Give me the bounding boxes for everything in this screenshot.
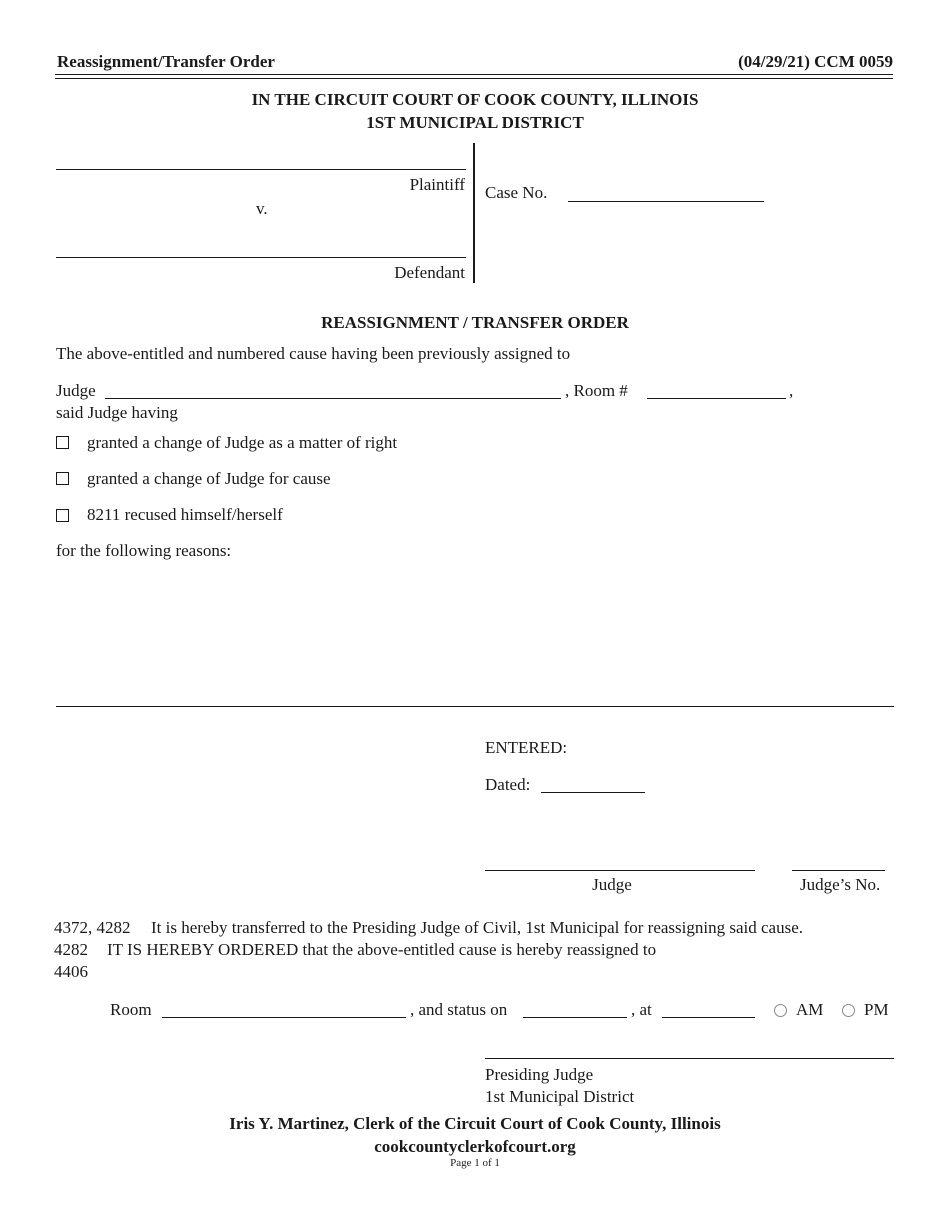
judge-name-line[interactable] [105, 398, 561, 399]
header-rule-top [55, 74, 893, 75]
status-time-line[interactable] [662, 1017, 755, 1018]
dated-line[interactable] [541, 792, 645, 793]
caption-divider [473, 143, 475, 283]
room-label: , Room # [565, 381, 628, 400]
order-title: REASSIGNMENT / TRANSFER ORDER [321, 313, 629, 332]
transfer-code-2: 4282 [54, 940, 88, 959]
am-radio[interactable] [774, 1004, 787, 1017]
room-comma: , [789, 381, 794, 400]
status-date-line[interactable] [523, 1017, 627, 1018]
option-label-right: granted a change of Judge as a matter of right [87, 433, 398, 452]
page-number: Page 1 of 1 [450, 1157, 500, 1169]
room-number-line[interactable] [647, 398, 786, 399]
order-intro: The above-entitled and numbered cause having been previously assigned to [56, 344, 571, 363]
clerk-website: cookcountyclerkofcourt.org [374, 1137, 576, 1156]
defendant-line[interactable] [56, 257, 466, 258]
form-code: (04/29/21) CCM 0059 [738, 52, 893, 71]
reasons-label: for the following reasons: [56, 541, 232, 560]
header-rule-bottom [55, 78, 893, 79]
reasons-line[interactable] [56, 706, 894, 707]
at-label: , at [631, 1000, 652, 1019]
judge-number-line[interactable] [792, 870, 885, 871]
pm-radio[interactable] [842, 1004, 855, 1017]
am-label: AM [796, 1000, 824, 1019]
dated-label: Dated: [485, 775, 531, 794]
option-label-recused: 8211 recused himself/herself [87, 505, 283, 524]
district-name: 1ST MUNICIPAL DISTRICT [366, 113, 584, 132]
judge-signature-label: Judge [592, 875, 632, 894]
option-checkbox-cause[interactable] [56, 472, 69, 485]
status-label: , and status on [410, 1000, 508, 1019]
judge-signature-line[interactable] [485, 870, 755, 871]
presiding-judge-label: Presiding Judge [485, 1065, 594, 1084]
said-judge-label: said Judge having [56, 403, 178, 422]
transfer-room-label: Room [110, 1000, 152, 1019]
transfer-code-3: 4406 [54, 962, 88, 981]
transfer-code-1: 4372, 4282 [54, 918, 131, 937]
clerk-line: Iris Y. Martinez, Clerk of the Circuit Court of Cook County, Illinois [229, 1114, 721, 1133]
judge-number-label: Judge’s No. [800, 875, 881, 894]
plaintiff-label: Plaintiff [409, 175, 465, 194]
presiding-district-label: 1st Municipal District [485, 1087, 635, 1106]
option-checkbox-right[interactable] [56, 436, 69, 449]
transfer-room-line[interactable] [162, 1017, 406, 1018]
case-no-label: Case No. [485, 183, 548, 202]
court-name: IN THE CIRCUIT COURT OF COOK COUNTY, ILLINOIS [251, 90, 699, 109]
versus-label: v. [256, 199, 268, 218]
transfer-text-2: IT IS HEREBY ORDERED that the above-entitled cause is hereby reassigned to [107, 940, 657, 959]
option-label-cause: granted a change of Judge for cause [87, 469, 331, 488]
transfer-text-1: It is hereby transferred to the Presiding Judge of Civil, 1st Municipal for reassigning said cause. [151, 918, 803, 937]
entered-label: ENTERED: [485, 738, 568, 757]
plaintiff-line[interactable] [56, 169, 466, 170]
case-no-line[interactable] [568, 201, 764, 202]
form-title: Reassignment/Transfer Order [57, 52, 275, 71]
pm-label: PM [864, 1000, 889, 1019]
presiding-signature-line[interactable] [485, 1058, 894, 1059]
defendant-label: Defendant [394, 263, 465, 282]
option-checkbox-recused[interactable] [56, 509, 69, 522]
judge-label: Judge [56, 381, 96, 400]
